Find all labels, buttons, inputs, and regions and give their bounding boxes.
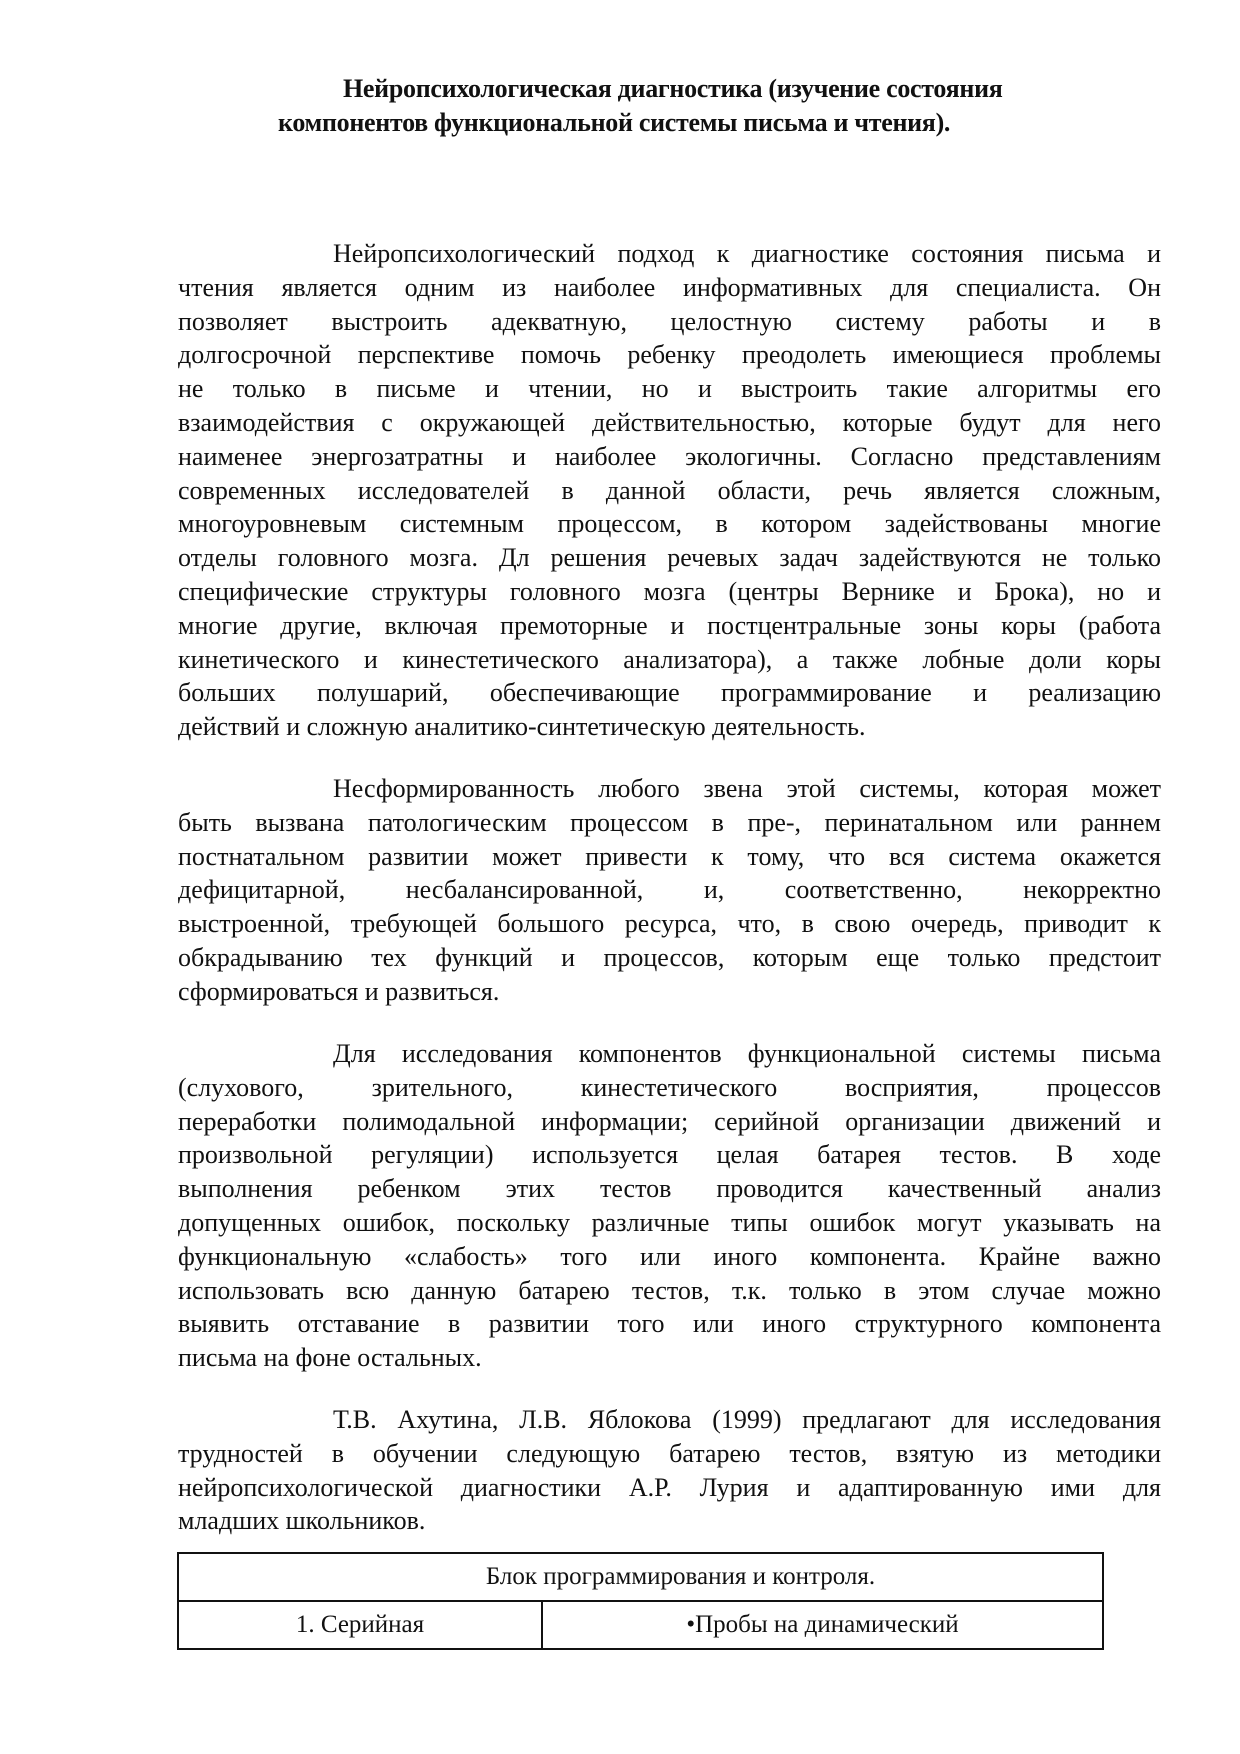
text-line: Для исследования компонентов функциональной системы письма (333, 1039, 1161, 1068)
text-line: взаимодействия с окружающей действительностью, которые будут для него (178, 407, 1161, 437)
paragraph-2 (178, 772, 1161, 1009)
text-line: чтения является одним из наиболее информативных для специалиста. Он (178, 272, 1161, 302)
text-line: функциональную «слабость» того или иного компонента. Крайне важно (178, 1241, 1161, 1271)
text-line: дефицитарной, несбалансированной, и, соответственно, некорректно (178, 875, 1161, 905)
table-cell-tests: •Пробы на динамический (542, 1601, 1103, 1649)
text-line: переработки полимодальной информации; серийной организации движений и (178, 1106, 1161, 1136)
text-line: наименее энергозатратны и наиболее экологичны. Согласно представлениям (178, 441, 1161, 471)
text-line: Нейропсихологический подход к диагностике состояния письма и (333, 239, 1161, 268)
text-line: специфические структуры головного мозга (центры Вернике и Брока), но и (178, 576, 1161, 606)
text-line: выстроенной, требующей большого ресурса, что, в свою очередь, приводит к (178, 909, 1161, 939)
text-line: кинетического и кинестетического анализатора), а также лобные доли коры (178, 644, 1161, 674)
paragraph-4 (178, 1403, 1161, 1538)
paragraph-1 (178, 237, 1161, 744)
text-line: нейропсихологической диагностики А.Р. Лурия и адаптированную ими для (178, 1472, 1161, 1502)
text-line: современных исследователей в данной области, речь является сложным, (178, 475, 1161, 505)
text-line: больших полушарий, обеспечивающие программирование и реализацию (178, 678, 1161, 708)
text-line: выполнения ребенком этих тестов проводится качественный анализ (178, 1174, 1161, 1204)
text-line: действий и сложную аналитико-синтетическую деятельность. (178, 712, 866, 742)
text-line: постнатальном развитии может привести к тому, что вся система окажется (178, 841, 1161, 871)
text-line: обкрадыванию тех функций и процессов, которым еще только предстоит (178, 942, 1161, 972)
table-cell-category: 1. Серийная (178, 1601, 542, 1649)
document-title-line-1: Нейропсихологическая диагностика (изучение состояния (343, 74, 1003, 103)
text-line: долгосрочной перспективе помочь ребенку преодолеть имеющиеся проблемы (178, 340, 1161, 370)
document-title-line-2: компонентов функциональной системы письма и чтения). (278, 108, 951, 137)
text-line: позволяет выстроить адекватную, целостную систему работы и в (178, 306, 1161, 336)
text-line: быть вызвана патологическим процессом в пре-, перинатальном или раннем (178, 807, 1161, 837)
table-header-programming-control-block: Блок программирования и контроля. (178, 1553, 1103, 1601)
text-line: сформироваться и развиться. (178, 976, 500, 1006)
text-line: Несформированность любого звена этой системы, которая может (333, 774, 1161, 803)
text-line: трудностей в обучении следующую батарею тестов, взятую из методики (178, 1438, 1161, 1468)
text-line: многие другие, включая премоторные и постцентральные зоны коры (работа (178, 610, 1161, 640)
text-line: письма на фоне остальных. (178, 1343, 482, 1373)
text-line: не только в письме и чтении, но и выстроить такие алгоритмы его (178, 374, 1161, 404)
text-line: (слухового, зрительного, кинестетического восприятия, процессов (178, 1072, 1161, 1102)
paragraph-3 (178, 1037, 1161, 1375)
text-line: использовать всю данную батарею тестов, т.к. только в этом случае можно (178, 1275, 1161, 1305)
text-line: отделы головного мозга. Дл решения речевых задач задействуются не только (178, 543, 1161, 573)
text-line: выявить отставание в развитии того или иного структурного компонента (178, 1309, 1161, 1339)
text-line: допущенных ошибок, поскольку различные типы ошибок могут указывать на (178, 1207, 1161, 1237)
text-line: многоуровневым системным процессом, в котором задействованы многие (178, 509, 1161, 539)
text-line: Т.В. Ахутина, Л.В. Яблокова (1999) предлагают для исследования (333, 1405, 1161, 1434)
text-line: младших школьников. (178, 1506, 426, 1536)
text-line: произвольной регуляции) используется целая батарея тестов. В ходе (178, 1140, 1161, 1170)
test-battery-table (177, 1552, 1104, 1650)
table-row (178, 1601, 1103, 1649)
